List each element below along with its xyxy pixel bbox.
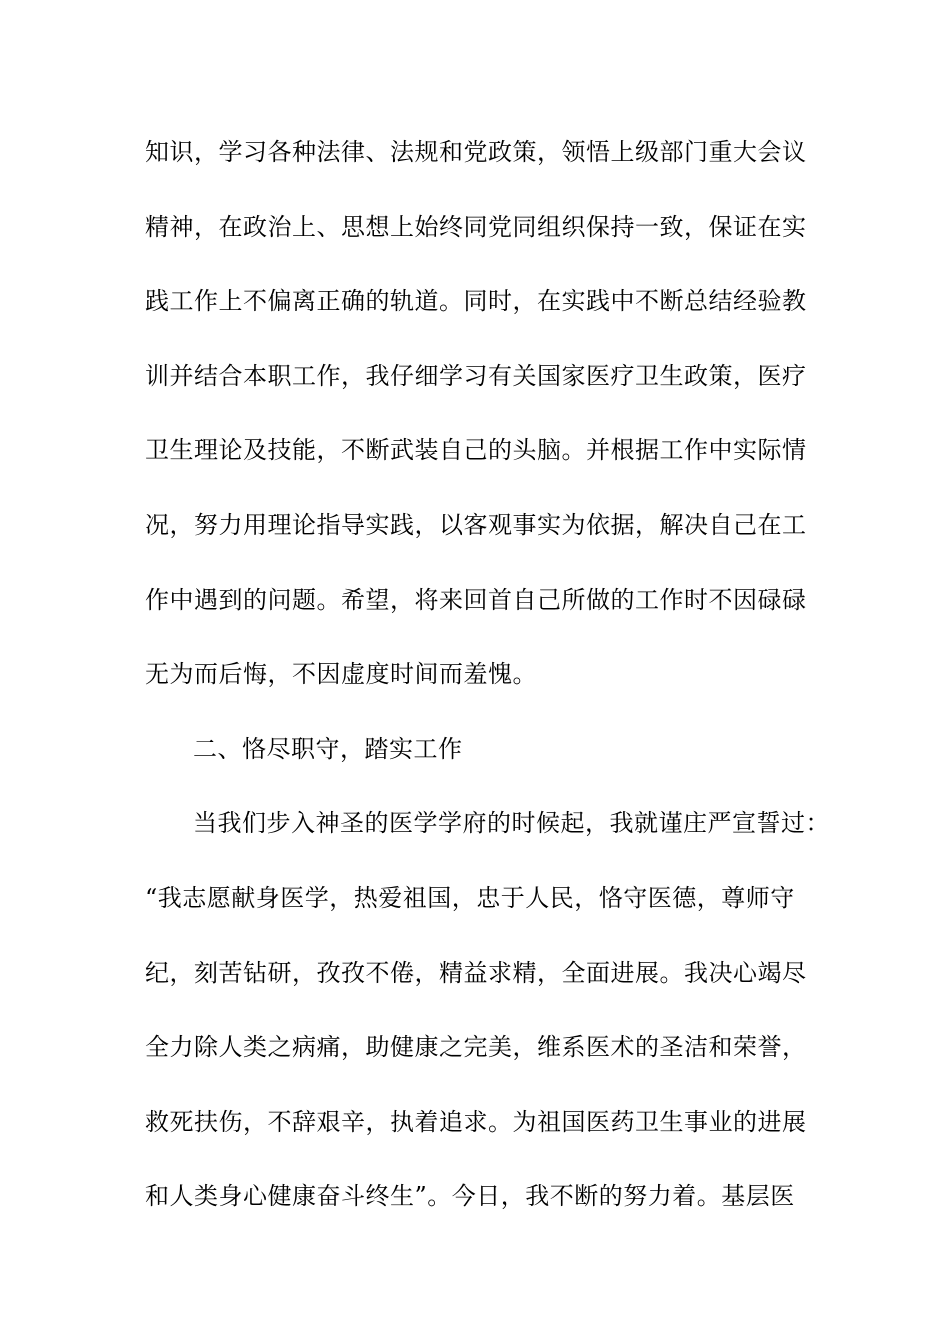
text-line: 纪，刻苦钻研，孜孜不倦，精益求精，全面进展。我决心竭尽 — [145, 958, 807, 987]
text-line: 当我们步入神圣的医学学府的时候起，我就谨庄严宣誓过： — [193, 809, 830, 838]
text-line: 救死扶伤，不辞艰辛，执着追求。为祖国医药卫生事业的进展 — [145, 1107, 807, 1136]
text-line: 精神，在政治上、思想上始终同党同组织保持一致，保证在实 — [145, 212, 807, 241]
text-line: 全力除人类之病痛，助健康之完美，维系医术的圣洁和荣誉， — [145, 1033, 807, 1062]
text-line: 作中遇到的问题。希望，将来回首自己所做的工作时不因碌碌 — [145, 585, 807, 614]
text-line: 训并结合本职工作，我仔细学习有关国家医疗卫生政策，医疗 — [145, 361, 807, 390]
text-line: “我志愿献身医学，热爱祖国，忠于人民，恪守医德，尊师守 — [145, 883, 795, 912]
text-line: 和人类身心健康奋斗终生”。今日，我不断的努力着。基层医 — [145, 1182, 795, 1211]
text-line: 知识，学习各种法律、法规和党政策，领悟上级部门重大会议 — [145, 138, 807, 166]
section-heading: 二、恪尽职守，踏实工作 — [193, 734, 463, 763]
text-line: 践工作上不偏离正确的轨道。同时，在实践中不断总结经验教 — [145, 287, 807, 316]
document-body — [145, 127, 830, 1246]
text-line: 无为而后悔，不因虚度时间而羞愧。 — [145, 660, 537, 689]
text-line: 卫生理论及技能，不断武装自己的头脑。并根据工作中实际情 — [145, 436, 807, 465]
text-line: 况，努力用理论指导实践，以客观事实为依据，解决自己在工 — [145, 510, 807, 539]
